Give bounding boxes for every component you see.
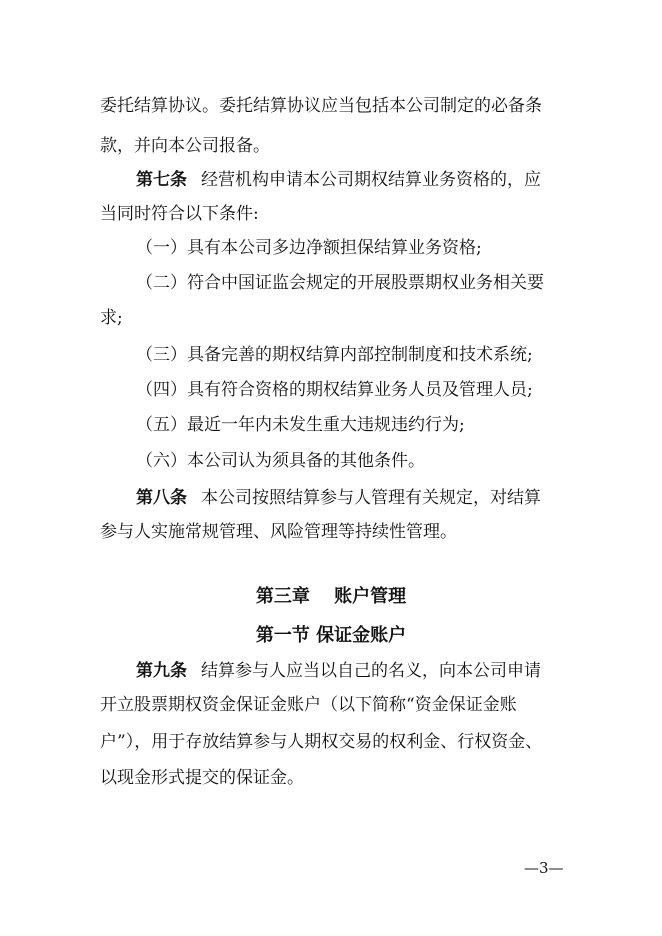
- article7-item-2-cont: 求;: [100, 308, 123, 328]
- article7-item-5: （五）最近一年内未发生重大违规违约行为;: [136, 415, 465, 435]
- article9-line-4: 以现金形式提交的保证金。: [100, 768, 304, 788]
- article9-text-1: 结算参与人应当以自己的名义，向本公司申请: [201, 661, 541, 681]
- article7-item-3: （三）具备完善的期权结算内部控制制度和技术系统;: [136, 345, 533, 365]
- article7-text-1: 经营机构申请本公司期权结算业务资格的，应: [201, 170, 541, 190]
- article7-item-6: （六）本公司认为须具备的其他条件。: [136, 451, 425, 471]
- article7-item-1: （一）具有本公司多边净额担保结算业务资格;: [136, 238, 482, 258]
- article9-line-3: 户”），用于存放结算参与人期权交易的权利金、行权资金、: [100, 732, 543, 752]
- section-title: 第一节 保证金账户: [255, 625, 407, 646]
- article7-first-line: [136, 168, 541, 192]
- article8-first-line: [136, 486, 541, 510]
- article6-line-2: 款，并向本公司报备。: [100, 136, 270, 156]
- page-number: —3—: [524, 859, 564, 877]
- article6-line-1: 委托结算协议。委托结算协议应当包括本公司制定的必备条: [100, 96, 542, 116]
- chapter-title: 第三章 账户管理: [255, 586, 407, 607]
- article7-label: 第七条: [136, 170, 187, 190]
- article8-text-1: 本公司按照结算参与人管理有关规定，对结算: [201, 488, 541, 508]
- article9-line-2: 开立股票期权资金保证金账户（以下简称“资金保证金账: [100, 695, 517, 715]
- article7-line-2: 当同时符合以下条件:: [100, 204, 259, 224]
- article7-item-4: （四）具有符合资格的期权结算业务人员及管理人员;: [136, 380, 533, 400]
- article9-first-line: [136, 659, 541, 683]
- article9-label: 第九条: [136, 661, 187, 681]
- article8-label: 第八条: [136, 488, 187, 508]
- article8-line-2: 参与人实施常规管理、风险管理等持续性管理。: [100, 522, 457, 542]
- article7-item-2: （二）符合中国证监会规定的开展股票期权业务相关要: [136, 273, 544, 293]
